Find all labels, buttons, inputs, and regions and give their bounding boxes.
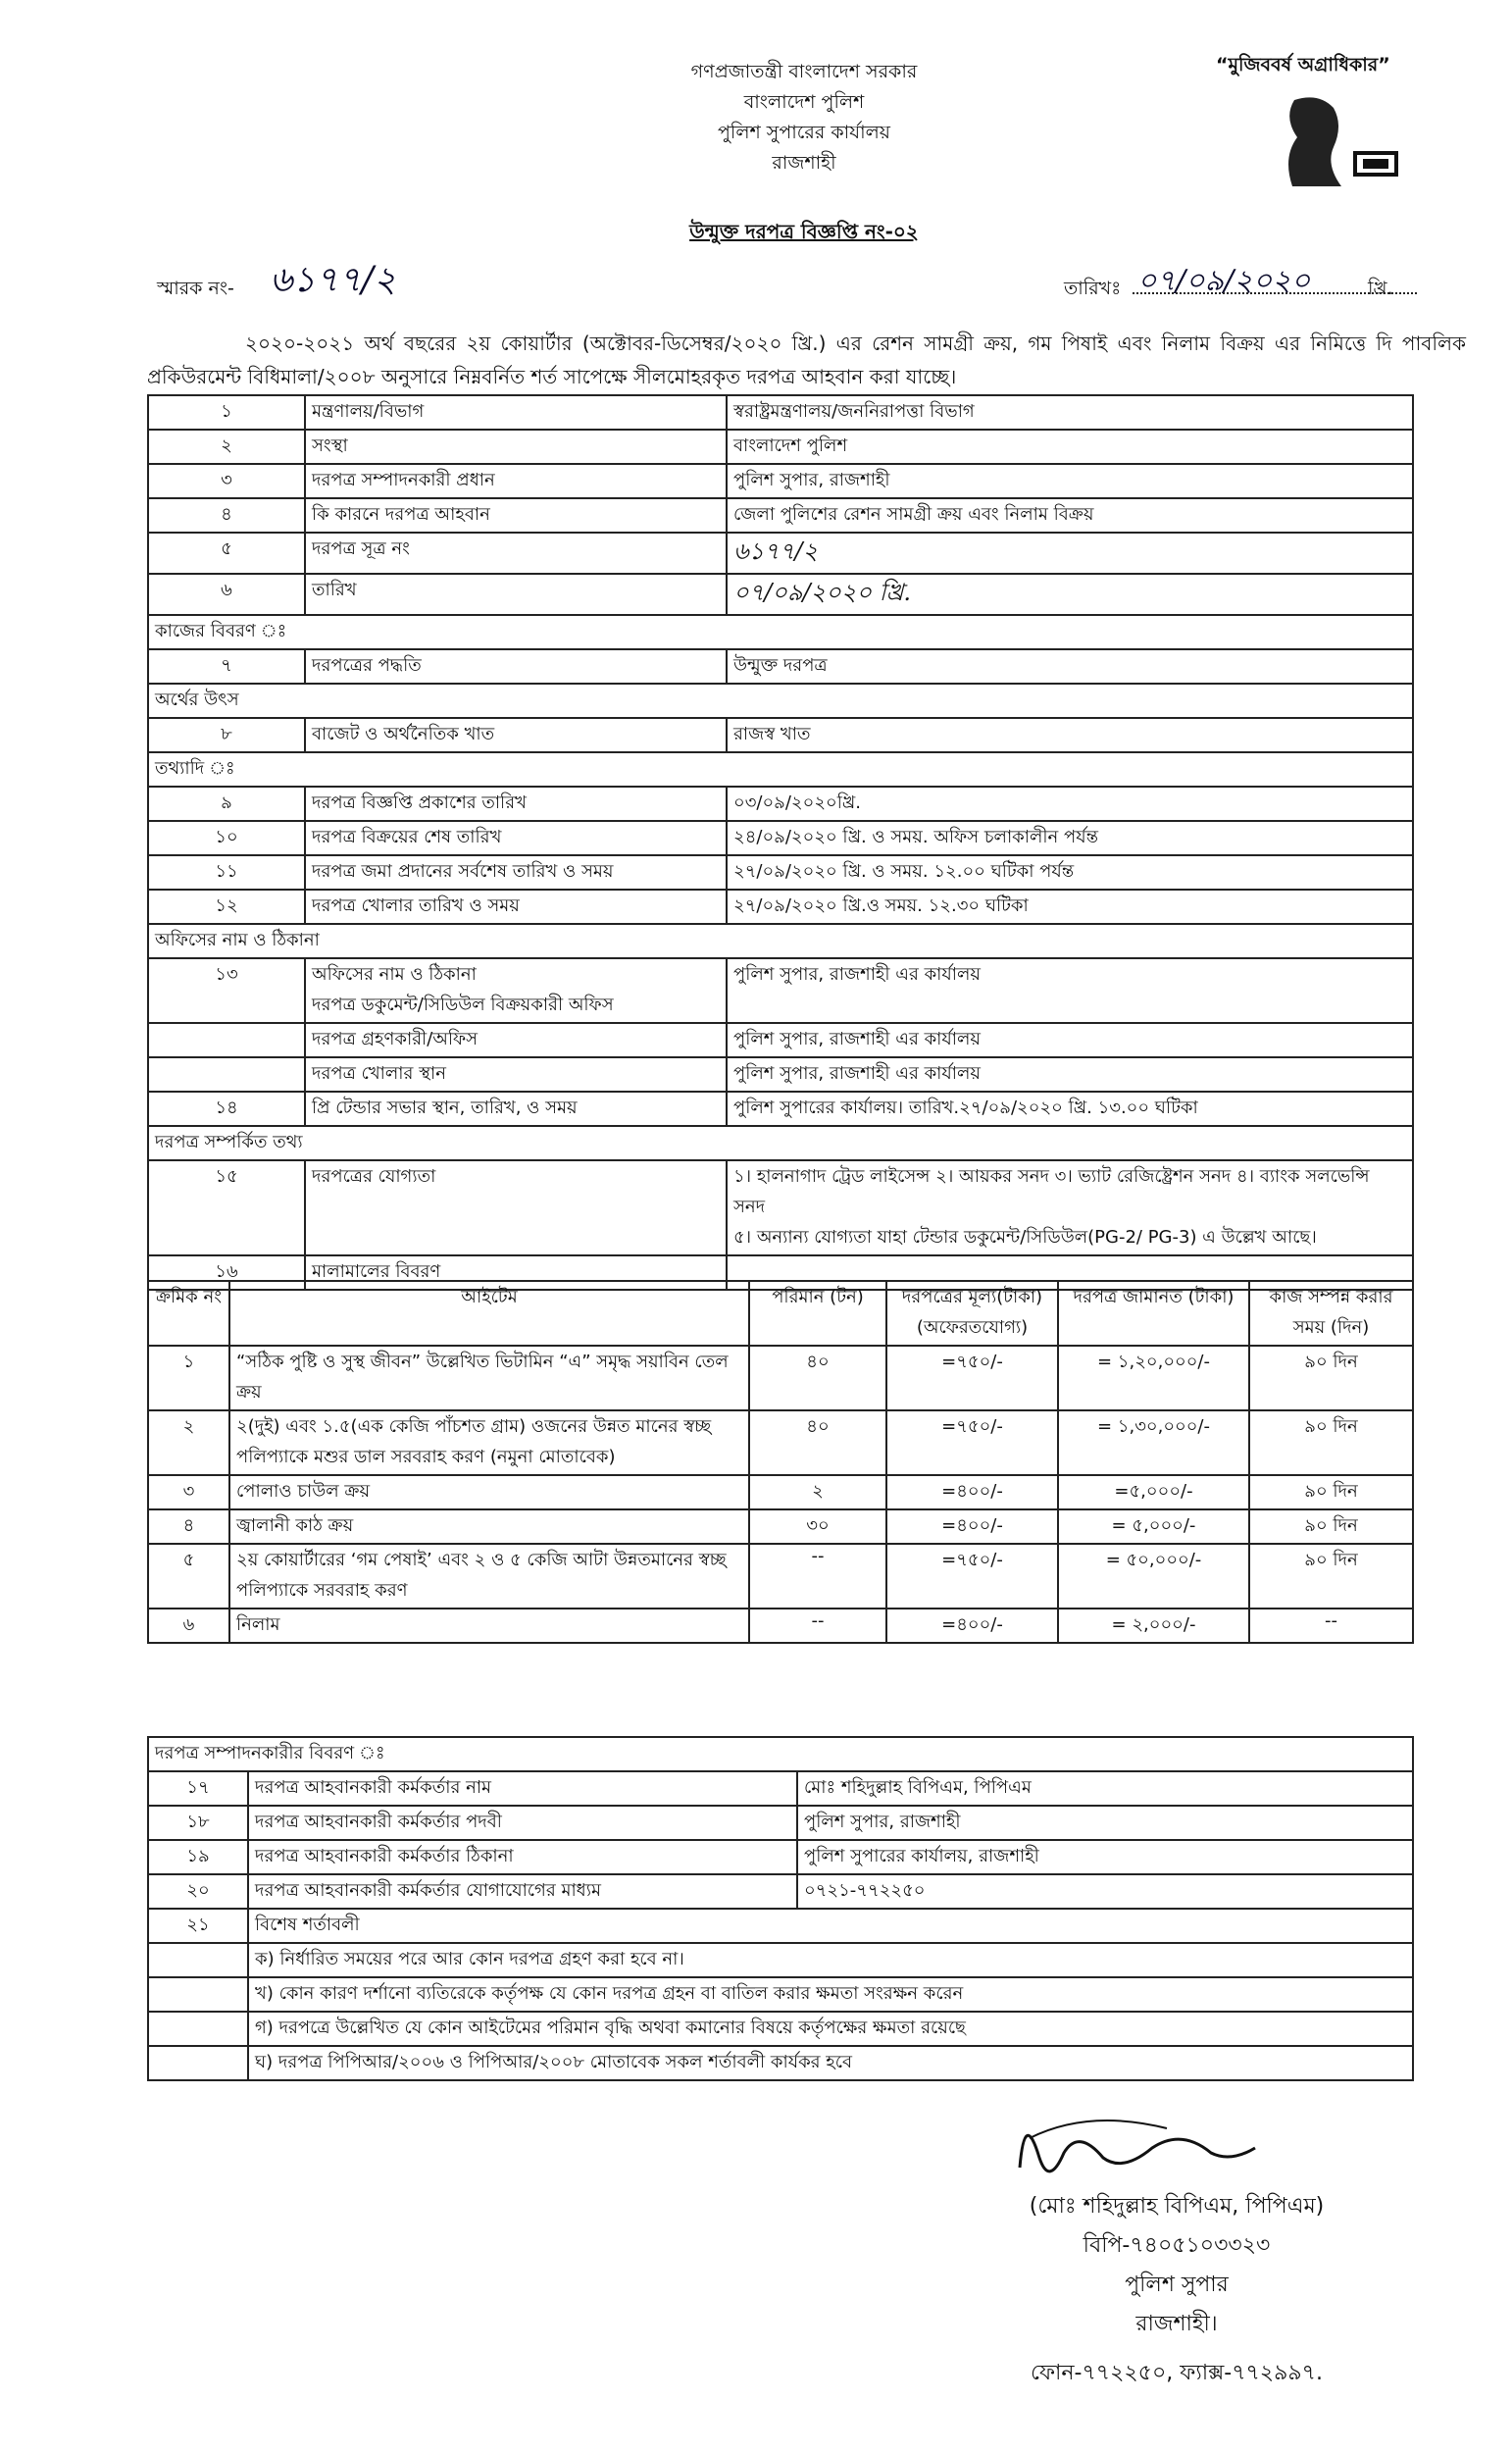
table-cell: =৫,০০০/- xyxy=(1058,1475,1249,1509)
section-heading: দরপত্র সম্পাদনকারীর বিবরণ ঃ xyxy=(148,1737,1413,1771)
signatory-contact: ফোন-৭৭২২৫০, ফ্যাক্স-৭৭২৯৯৭. xyxy=(1031,2361,1323,2385)
row-number: ৯ xyxy=(148,787,305,821)
info-row xyxy=(148,1023,1413,1057)
row-number: ১১ xyxy=(148,855,305,890)
table-cell: ৪০ xyxy=(749,1410,886,1475)
item-description: জ্বালানী কাঠ ক্রয় xyxy=(229,1509,749,1544)
table-cell: ১ xyxy=(148,1346,229,1410)
table-row xyxy=(148,1410,1413,1475)
row-label: দরপত্রের পদ্ধতি xyxy=(305,649,727,684)
row-number: ২১ xyxy=(148,1909,248,1943)
row-label: দরপত্র আহবানকারী কর্মকর্তার নাম xyxy=(248,1771,797,1806)
row-label: মন্ত্রণালয়/বিভাগ xyxy=(305,395,727,430)
info-row xyxy=(148,1160,1413,1255)
section-heading: অফিসের নাম ও ঠিকানা xyxy=(148,924,1413,958)
row-label: দরপত্র আহবানকারী কর্মকর্তার পদবী xyxy=(248,1806,797,1840)
row-value: পুলিশ সুপার, রাজশাহী xyxy=(727,464,1413,498)
row-value: পুলিশ সুপারের কার্যালয়, রাজশাহী xyxy=(797,1840,1413,1874)
row-value: উন্মুক্ত দরপত্র xyxy=(727,649,1413,684)
row-value: রাজস্ব খাত xyxy=(727,718,1413,752)
table-cell: =৪০০/- xyxy=(886,1609,1058,1643)
row-label: বিশেষ শর্তাবলী xyxy=(248,1909,1413,1943)
row-label: দরপত্র সূত্র নং xyxy=(305,533,727,574)
row-value-handwritten: ০৭/০৯/২০২০ খ্রি. xyxy=(727,574,1413,615)
section-row xyxy=(148,615,1413,649)
info-row xyxy=(148,787,1413,821)
officer-row xyxy=(148,1840,1413,1874)
table-cell: -- xyxy=(1249,1609,1413,1643)
table-cell: = ৫,০০০/- xyxy=(1058,1509,1249,1544)
table-cell: ২ xyxy=(148,1410,229,1475)
condition-row xyxy=(148,1943,1413,1977)
table-cell: -- xyxy=(749,1544,886,1609)
signatory-bp: বিপি-৭৪০৫১০৩৩২৩ xyxy=(1083,2233,1271,2258)
section-row xyxy=(148,684,1413,718)
row-number: ১০ xyxy=(148,821,305,855)
section-row xyxy=(148,752,1413,787)
row-number: ১৯ xyxy=(148,1840,248,1874)
row-label: দরপত্র আহবানকারী কর্মকর্তার ঠিকানা xyxy=(248,1840,797,1874)
row-number xyxy=(148,2046,248,2080)
condition-text: ক) নির্ধারিত সময়ের পরে আর কোন দরপত্র গ্রহণ করা হবে না। xyxy=(248,1943,1413,1977)
table-cell: ৩ xyxy=(148,1475,229,1509)
table-cell: ৯০ দিন xyxy=(1249,1410,1413,1475)
signatory-designation: পুলিশ সুপার xyxy=(1125,2273,1229,2297)
row-label: মালামালের বিবরণ xyxy=(305,1255,727,1290)
column-header: ক্রমিক নং xyxy=(148,1281,229,1346)
mujib-borsho-motto: “মুজিববর্ষ অগ্রাধিকার” xyxy=(1216,54,1390,76)
condition-row xyxy=(148,1977,1413,2012)
column-header: কাজ সম্পন্ন করার সময় (দিন) xyxy=(1249,1281,1413,1346)
info-row xyxy=(148,649,1413,684)
column-header: আইটেম xyxy=(229,1281,749,1346)
info-row xyxy=(148,395,1413,430)
row-number: ৬ xyxy=(148,574,305,615)
memo-label: স্মারক নং- xyxy=(157,278,234,299)
row-label: দরপত্রের যোগ্যতা xyxy=(305,1160,727,1255)
row-number: ৪ xyxy=(148,498,305,533)
item-description: ২(দুই) এবং ১.৫(এক কেজি পাঁচশত গ্রাম) ওজনের উন্নত মানের স্বচ্ছ পলিপ্যাকে মশুর ডাল সরবরাহ করণ (নমুনা মোতাবেক) xyxy=(229,1410,749,1475)
row-value: ১। হালনাগাদ ট্রেড লাইসেন্স ২। আয়কর সনদ ৩। ভ্যাট রেজিষ্ট্রেশন সনদ ৪। ব্যাংক সলভেন্সি সনদ ৫। অন্যান্য যোগ্যতা যাহা টেন্ডার ডকুমেন্ট/সিডিউল(PG-2/ PG-3) এ উল্লেখ আছে। xyxy=(727,1160,1413,1255)
table-cell: =৪০০/- xyxy=(886,1475,1058,1509)
condition-row xyxy=(148,2012,1413,2046)
district-name: রাজশাহী xyxy=(772,152,836,174)
table-cell: = ২,০০০/- xyxy=(1058,1609,1249,1643)
office-name: পুলিশ সুপারের কার্যালয় xyxy=(718,122,890,143)
row-number: ১ xyxy=(148,395,305,430)
org-name: বাংলাদেশ পুলিশ xyxy=(743,91,865,113)
table-row xyxy=(148,1509,1413,1544)
date-underline xyxy=(1133,292,1417,294)
table-row xyxy=(148,1475,1413,1509)
signature-scribble xyxy=(990,2099,1285,2177)
row-label: সংস্থা xyxy=(305,430,727,464)
row-label: দরপত্র গ্রহণকারী/অফিস xyxy=(305,1023,727,1057)
table-cell: =৭৫০/- xyxy=(886,1346,1058,1410)
mujib-portrait-logo xyxy=(1275,90,1412,198)
row-value: ২৭/০৯/২০২০ খ্রি. ও সময়. ১২.০০ ঘটিকা পর্যন্ত xyxy=(727,855,1413,890)
table-cell: ৫ xyxy=(148,1544,229,1609)
row-number xyxy=(148,2012,248,2046)
condition-text: গ) দরপত্রে উল্লেখিত যে কোন আইটেমের পরিমান বৃদ্ধি অথবা কমানোর বিষয়ে কর্তৃপক্ষের ক্ষমতা রয়েছে xyxy=(248,2012,1413,2046)
row-value: ০৭২১-৭৭২২৫০ xyxy=(797,1874,1413,1909)
row-number: ১২ xyxy=(148,890,305,924)
condition-row xyxy=(148,2046,1413,2080)
info-row xyxy=(148,718,1413,752)
officer-row xyxy=(148,1806,1413,1840)
row-value: ০৩/০৯/২০২০খ্রি. xyxy=(727,787,1413,821)
row-label: প্রি টেন্ডার সভার স্থান, তারিখ, ও সময় xyxy=(305,1092,727,1126)
row-number: ১৮ xyxy=(148,1806,248,1840)
row-value: পুলিশ সুপার, রাজশাহী xyxy=(797,1806,1413,1840)
column-header: দরপত্র জামানত (টাকা) xyxy=(1058,1281,1249,1346)
row-number: ১৩ xyxy=(148,958,305,1023)
row-value: জেলা পুলিশের রেশন সামগ্রী ক্রয় এবং নিলাম বিক্রয় xyxy=(727,498,1413,533)
table-row xyxy=(148,1346,1413,1410)
officer-details-table xyxy=(147,1736,1414,2081)
section-heading: কাজের বিবরণ ঃ xyxy=(148,615,1413,649)
info-row xyxy=(148,1057,1413,1092)
info-row xyxy=(148,574,1413,615)
table-cell: =৪০০/- xyxy=(886,1509,1058,1544)
row-number xyxy=(148,1023,305,1057)
tender-info-table xyxy=(147,394,1414,1291)
signatory-district: রাজশাহী। xyxy=(1135,2312,1218,2336)
table-cell: = ১,৩০,০০০/- xyxy=(1058,1410,1249,1475)
info-row xyxy=(148,821,1413,855)
row-value: মোঃ শহিদুল্লাহ বিপিএম, পিপিএম xyxy=(797,1771,1413,1806)
table-cell: ৪ xyxy=(148,1509,229,1544)
section-heading: অর্থের উৎস xyxy=(148,684,1413,718)
row-number: ১৬ xyxy=(148,1255,305,1290)
row-label: কি কারনে দরপত্র আহবান xyxy=(305,498,727,533)
gov-name: গণপ্রজাতন্ত্রী বাংলাদেশ সরকার xyxy=(690,61,918,82)
signatory-name: (মোঃ শহিদুল্লাহ বিপিএম, পিপিএম) xyxy=(1029,2194,1325,2219)
notice-title: উন্মুক্ত দরপত্র বিজ্ঞপ্তি নং-০২ xyxy=(689,220,919,243)
date-suffix: খ্রি. xyxy=(1368,278,1393,299)
table-cell: ২ xyxy=(749,1475,886,1509)
item-description: ২য় কোয়ার্টারের ‘গম পেষাই’ এবং ২ ও ৫ কেজি আটা উন্নতমানের স্বচ্ছ পলিপ্যাকে সরবরাহ করণ xyxy=(229,1544,749,1609)
row-label: তারিখ xyxy=(305,574,727,615)
condition-text: ঘ) দরপত্র পিপিআর/২০০৬ ও পিপিআর/২০০৮ মোতাবেক সকল শর্তাবলী কার্যকর হবে xyxy=(248,2046,1413,2080)
row-number: ১৪ xyxy=(148,1092,305,1126)
row-number: ৫ xyxy=(148,533,305,574)
row-label: দরপত্র বিক্রয়ের শেষ তারিখ xyxy=(305,821,727,855)
row-value-handwritten: ৬১৭৭/২ xyxy=(727,533,1413,574)
table-row xyxy=(148,1609,1413,1643)
table-cell: =৭৫০/- xyxy=(886,1410,1058,1475)
table-cell: ৯০ দিন xyxy=(1249,1346,1413,1410)
table-cell: ৩০ xyxy=(749,1509,886,1544)
officer-row xyxy=(148,1771,1413,1806)
special-conditions-row xyxy=(148,1909,1413,1943)
row-label: দরপত্র খোলার স্থান xyxy=(305,1057,727,1092)
section-row xyxy=(148,1126,1413,1160)
row-label: বাজেট ও অর্থনৈতিক খাত xyxy=(305,718,727,752)
date-label: তারিখঃ xyxy=(1064,278,1122,299)
table-cell: ৯০ দিন xyxy=(1249,1475,1413,1509)
row-number: ১৫ xyxy=(148,1160,305,1255)
row-value: পুলিশ সুপারের কার্যালয়। তারিখ.২৭/০৯/২০২০ খ্রি. ১৩.০০ ঘটিকা xyxy=(727,1092,1413,1126)
info-row xyxy=(148,890,1413,924)
column-header: পরিমান (টন) xyxy=(749,1281,886,1346)
row-number: ২০ xyxy=(148,1874,248,1909)
item-description: “সঠিক পুষ্টি ও সুস্থ জীবন” উল্লেখিত ভিটামিন “এ” সমৃদ্ধ সয়াবিন তেল ক্রয় xyxy=(229,1346,749,1410)
row-value: পুলিশ সুপার, রাজশাহী এর কার্যালয় xyxy=(727,958,1413,1023)
row-number: ৭ xyxy=(148,649,305,684)
row-number xyxy=(148,1977,248,2012)
row-label: অফিসের নাম ও ঠিকানা দরপত্র ডকুমেন্ট/সিডিউল বিক্রয়কারী অফিস xyxy=(305,958,727,1023)
section-heading: তথ্যাদি ঃ xyxy=(148,752,1413,787)
row-label: দরপত্র বিজ্ঞপ্তি প্রকাশের তারিখ xyxy=(305,787,727,821)
row-value: পুলিশ সুপার, রাজশাহী এর কার্যালয় xyxy=(727,1057,1413,1092)
item-description: পোলাও চাউল ক্রয় xyxy=(229,1475,749,1509)
info-row xyxy=(148,855,1413,890)
info-row xyxy=(148,958,1413,1023)
row-value: বাংলাদেশ পুলিশ xyxy=(727,430,1413,464)
table-cell: -- xyxy=(749,1609,886,1643)
row-label: দরপত্র আহবানকারী কর্মকর্তার যোগাযোগের মাধ্যম xyxy=(248,1874,797,1909)
row-label: দরপত্র সম্পাদনকারী প্রধান xyxy=(305,464,727,498)
date-handwritten: ০৭/০৯/২০২০ xyxy=(1137,264,1311,298)
memo-number-handwritten: ৬১৭৭/২ xyxy=(270,260,397,300)
row-number: ৩ xyxy=(148,464,305,498)
table-cell: = ৫০,০০০/- xyxy=(1058,1544,1249,1609)
table-cell: =৭৫০/- xyxy=(886,1544,1058,1609)
row-number xyxy=(148,1057,305,1092)
table-cell: ৯০ দিন xyxy=(1249,1544,1413,1609)
row-value: ২৭/০৯/২০২০ খ্রি.ও সময়. ১২.৩০ ঘটিকা xyxy=(727,890,1413,924)
row-number: ২ xyxy=(148,430,305,464)
row-number: ১৭ xyxy=(148,1771,248,1806)
row-label: দরপত্র খোলার তারিখ ও সময় xyxy=(305,890,727,924)
row-label: দরপত্র জমা প্রদানের সর্বশেষ তারিখ ও সময় xyxy=(305,855,727,890)
info-row xyxy=(148,1092,1413,1126)
section-heading: দরপত্র সম্পর্কিত তথ্য xyxy=(148,1126,1413,1160)
column-header: দরপত্রের মূল্য(টাকা) (অফেরতযোগ্য) xyxy=(886,1281,1058,1346)
row-value: ২৪/০৯/২০২০ খ্রি. ও সময়. অফিস চলাকালীন পর্যন্ত xyxy=(727,821,1413,855)
section-row xyxy=(148,924,1413,958)
info-row xyxy=(148,464,1413,498)
table-cell: ৪০ xyxy=(749,1346,886,1410)
item-description: নিলাম xyxy=(229,1609,749,1643)
table-row xyxy=(148,1544,1413,1609)
officer-row xyxy=(148,1874,1413,1909)
row-value: পুলিশ সুপার, রাজশাহী এর কার্যালয় xyxy=(727,1023,1413,1057)
row-number xyxy=(148,1943,248,1977)
info-row xyxy=(148,533,1413,574)
info-row xyxy=(148,430,1413,464)
row-number: ৮ xyxy=(148,718,305,752)
items-table xyxy=(147,1280,1414,1644)
section-row xyxy=(148,1737,1413,1771)
table-cell: = ১,২০,০০০/- xyxy=(1058,1346,1249,1410)
row-value: স্বরাষ্ট্রমন্ত্রণালয়/জননিরাপত্তা বিভাগ xyxy=(727,395,1413,430)
intro-paragraph: ২০২০-২০২১ অর্থ বছরের ২য় কোয়ার্টার (অক্টোবর-ডিসেম্বর/২০২০ খ্রি.) এর রেশন সামগ্রী ক্রয়, গম পিষাই এবং নিলাম বিক্রয় এর নিমিত্তে দি পাবলিক প্রকিউরমেন্ট বিধিমালা/২০০৮ অনুসারে নিম্নবর্নিত শর্ত সাপেক্ষে সীলমোহরকৃত দরপত্র আহবান করা যাচ্ছে। xyxy=(147,332,1466,388)
table-cell: ৯০ দিন xyxy=(1249,1509,1413,1544)
condition-text: খ) কোন কারণ দর্শানো ব্যতিরেকে কর্তৃপক্ষ যে কোন দরপত্র গ্রহন বা বাতিল করার ক্ষমতা সংরক্ষন করেন xyxy=(248,1977,1413,2012)
info-row xyxy=(148,498,1413,533)
table-cell: ৬ xyxy=(148,1609,229,1643)
